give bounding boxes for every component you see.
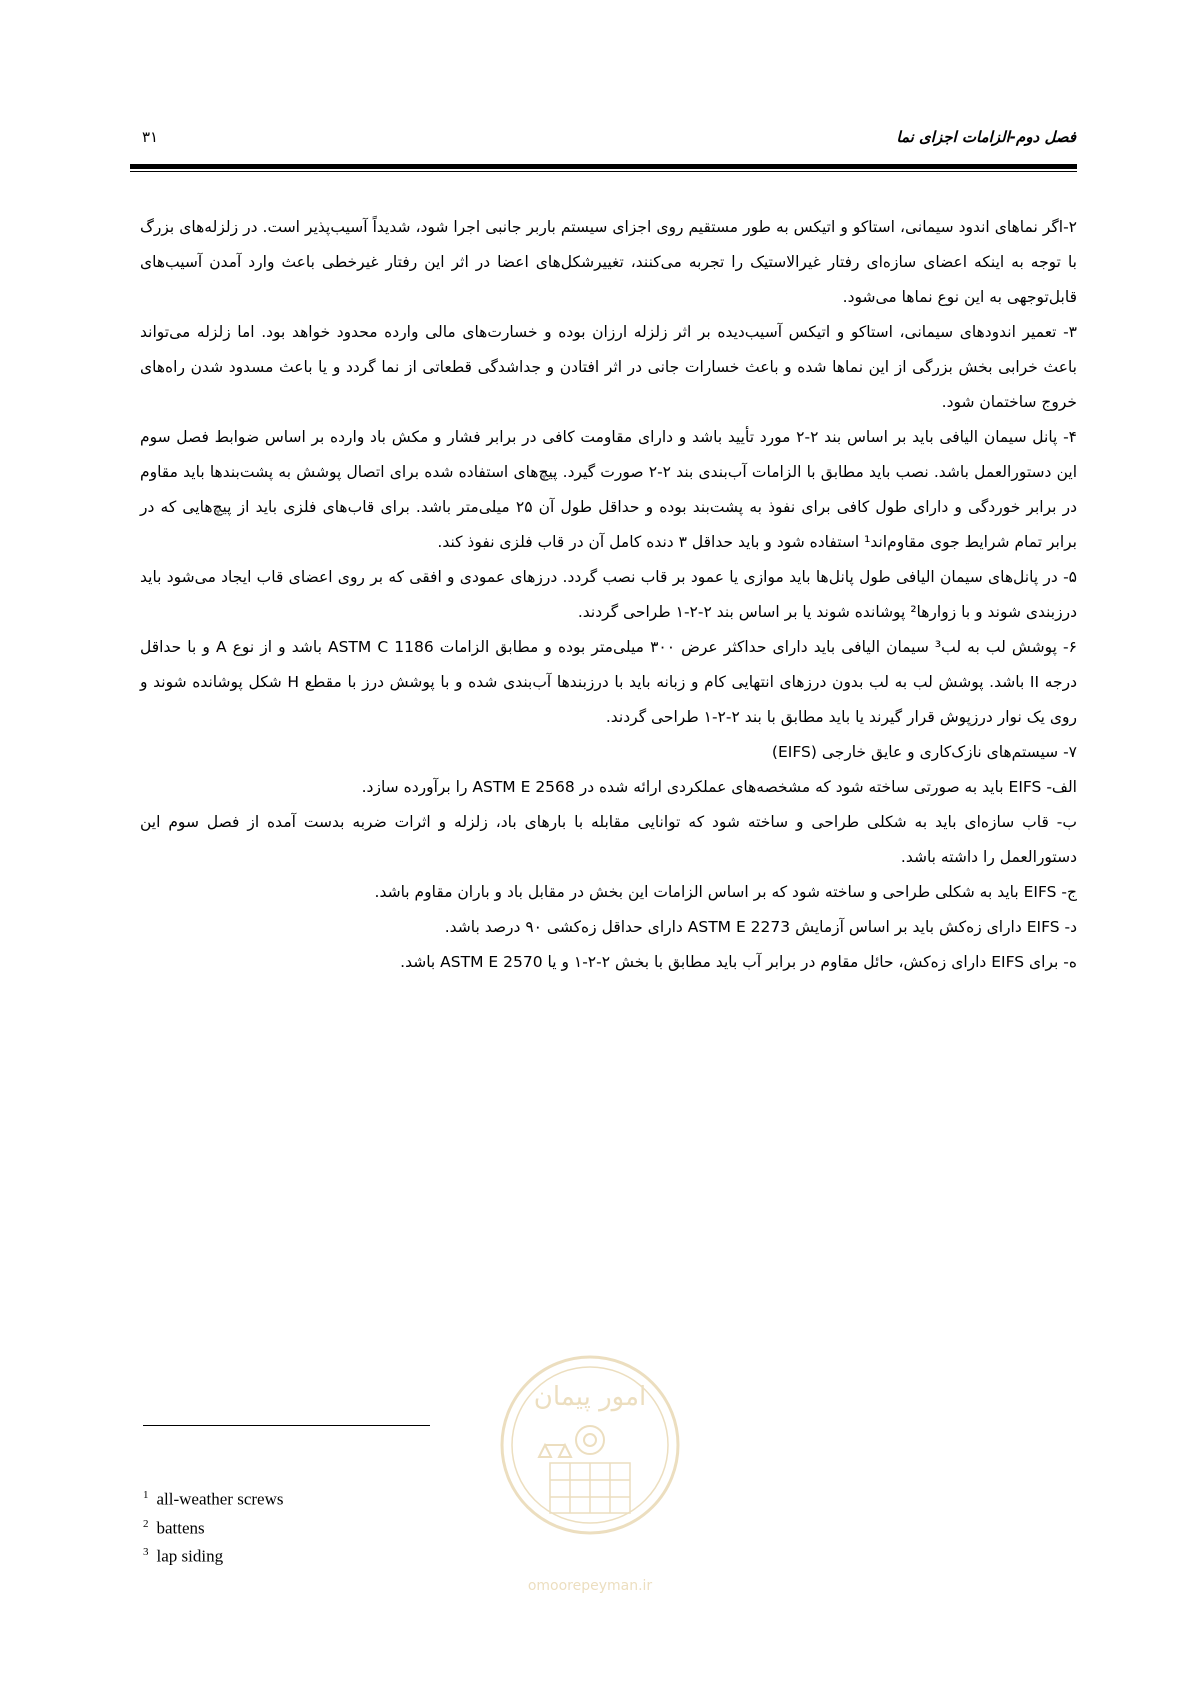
page-number: ۳۱ xyxy=(142,128,159,146)
paragraph-4: ۴- پانل سیمان الیافی باید بر اساس بند ۲-۲ مورد تأیید باشد و دارای مقاومت کافی در برابر فشار و مکش باد وارده بر اساس ضوابط فصل سوم این دستورالعمل باشد. نصب باید مطابق با الزامات آب‌بندی بند ۲-۲ صورت گیرد. پیچ‌های استفاده شده برای اتصال پوشش به پشت‌بندها باید مقاوم در برابر خوردگی و دارای طول کافی برای نفوذ به پشت‌بند بوده و حداقل طول آن ۲۵ میلی‌متر باشد. برای قاب‌های فلزی باید از پیچ‌هایی که در برابر تمام شرایط جوی مقاوم‌اند¹ استفاده شود و باید حداقل ۳ دنده کامل آن در قاب فلزی نفوذ کند. xyxy=(140,428,1078,551)
gear-icon xyxy=(576,1426,604,1454)
grid-building-icon xyxy=(550,1463,630,1513)
footnote-3: $^3$ lap siding xyxy=(143,1546,224,1566)
paragraph-3: ۳- تعمیر اندودهای سیمانی، استاکو و اتیکس آسیب‌دیده بر اثر زلزله ارزان بوده و خسارت‌های مالی وارده محدود خواهد بود. اما زلزله می‌تواند باعث خرابی بخش بزرگی از این نماها شده و باعث خسارات جانی در اثر افتادن و جداشدگی قطعاتی از نما گردد و یا باعث مسدود شدن راه‌های خروج ساختمان شود. xyxy=(140,323,1077,411)
header-rule-thick xyxy=(130,164,1077,169)
watermark-logo xyxy=(490,1345,690,1605)
item-be: ب- قاب سازه‌ای باید به شکلی طراحی و ساخته شود که توانایی مقابله با بارهای باد، زلزله و اثرات ضربه بدست آمده از فصل سوم این دستورالعمل را داشته باشد. xyxy=(140,813,1077,866)
page-header xyxy=(130,128,1076,158)
watermark-logo-text: امور پیمان xyxy=(533,1382,647,1412)
item-jim: ج- EIFS باید به شکلی طراحی و ساخته شود که بر اساس الزامات این بخش در مقابل باد و باران مقاوم باشد. xyxy=(374,883,1077,901)
item-alef: الف- EIFS باید به صورتی ساخته شود که مشخصه‌های عملکردی ارائه شده در ASTM E 2568 را برآورده سازد. xyxy=(361,778,1077,796)
footnote-1: $^1$ all-weather screws xyxy=(143,1489,284,1509)
footnote-2: $^2$ battens xyxy=(143,1517,205,1538)
footnotes xyxy=(143,1483,283,1569)
item-dal: د- EIFS دارای زه‌کش باید بر اساس آزمایش ASTM E 2273 دارای حداقل زه‌کشی ۹۰ درصد باشد. xyxy=(444,918,1077,936)
item-he: ه- برای EIFS دارای زه‌کش، حائل مقاوم در برابر آب باید مطابق با بخش ۲-۲-۱ و یا ASTM E 2570 باشد. xyxy=(400,953,1077,971)
body-text xyxy=(140,210,1077,980)
scales-icon xyxy=(539,1445,571,1457)
paragraph-2: ۲-اگر نماهای اندود سیمانی، استاکو و اتیکس به طور مستقیم روی اجزای سیستم باربر جانبی اجرا شود، شدیداً آسیب‌پذیر است. در زلزله‌های بزرگ با توجه به اینکه اعضای سازه‌ای رفتار غیرالاستیک را تجربه می‌کنند، تغییرشکل‌های اعضا در اثر این رفتار غیرخطی باعث وارد آمدن آسیب‌های قابل‌توجهی به این نوع نماها می‌شود. xyxy=(140,218,1077,306)
header-rule-thin xyxy=(130,171,1077,172)
paragraph-7-heading: ۷- سیستم‌های نازک‌کاری و عایق خارجی (EIFS) xyxy=(771,743,1077,761)
paragraph-6: ۶- پوشش لب به لب³ سیمان الیافی باید دارای حداکثر عرض ۳۰۰ میلی‌متر بوده و مطابق الزامات ASTM C 1186 باشد و از نوع A و با حداقل درجه II باشد. پوشش لب به لب بدون درزهای انتهایی کام و زبانه باید با درزبندها آب‌بندی شده و با پوشش درز با مقطع H شکل پوشانده شوند و روی یک نوار درزپوش قرار گیرند یا باید مطابق با بند ۲-۲-۱ طراحی گردند. xyxy=(140,638,1077,726)
footnote-rule xyxy=(143,1425,430,1426)
paragraph-5: ۵- در پانل‌های سیمان الیافی طول پانل‌ها باید موازی یا عمود بر قاب نصب گردد. درزهای عمودی و افقی که بر روی اعضای قاب ایجاد می‌شود باید درزبندی شوند و با زوارها² پوشانده شوند یا بر اساس بند ۲-۲-۱ طراحی گردند. xyxy=(140,568,1077,621)
chapter-title: فصل دوم-الزامات اجزای نما xyxy=(896,128,1076,146)
watermark-url: omoorepeyman.ir xyxy=(527,1578,653,1594)
